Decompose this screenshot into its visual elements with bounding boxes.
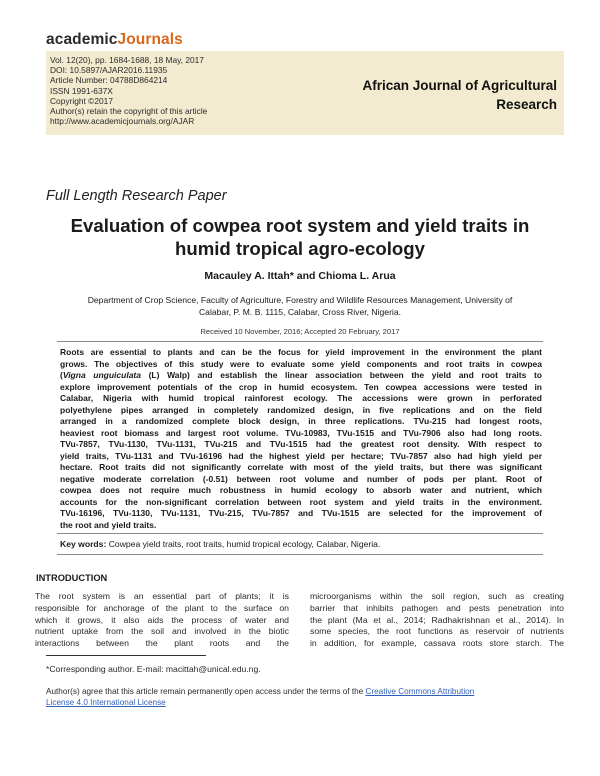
paper-title xyxy=(30,214,570,260)
abstract-line: heaviest root biomass and largest root volume. TVu-10983, TVu-1515 and TVu-7906 also had long roots. xyxy=(60,427,542,438)
keywords-bottom-rule xyxy=(57,554,543,555)
intro-line: which it grows, it also aids the process of water and xyxy=(35,614,289,625)
logo-academic: academic xyxy=(46,31,118,48)
abstract-line: TVu-7857, TVu-1130, TVu-1131, TVu-215 and TVu-1515 had the greatest root density. With respect to xyxy=(60,439,542,449)
intro-column-right xyxy=(310,591,564,650)
affiliation-line: Calabar, P. M. B. 1115, Calabar, Cross River, Nigeria. xyxy=(198,306,402,317)
intro-line: interactions between the plant roots and the xyxy=(35,638,289,649)
abstract-top-rule xyxy=(57,341,543,342)
license-link[interactable]: Creative Commons Attribution xyxy=(365,687,475,696)
section-heading-introduction: INTRODUCTION xyxy=(36,573,108,583)
title-line: Evaluation of cowpea root system and yield traits in xyxy=(70,215,530,236)
journal-name-line1: African Journal of Agricultural xyxy=(362,78,557,93)
meta-doi: DOI: 10.5897/AJAR2016.11935 xyxy=(50,65,168,76)
meta-author-rights: Author(s) retain the copyright of this article xyxy=(50,106,208,117)
abstract-line: Calabar, Nigeria with humid tropical rainforest ecology. The accessions were grown in perforated xyxy=(60,393,542,403)
keywords xyxy=(60,539,380,549)
license-note xyxy=(46,686,474,708)
abstract-line: hectare. Root traits did not significantly correlate with most of the yield traits, but there was significant xyxy=(60,462,542,472)
meta-article-number: Article Number: 04788D864214 xyxy=(50,75,168,86)
keywords-label: Key words: xyxy=(60,539,107,549)
abstract-line-rest: (L) Walp) and establish the linear association between the yield and root traits to xyxy=(140,370,542,380)
license-text: Author(s) agree that this article remain permanently open access under the terms of the xyxy=(46,687,366,696)
paper-type: Full Length Research Paper xyxy=(46,188,227,204)
intro-line: The root system is an essential part of plants; it is xyxy=(35,591,289,601)
abstract-paren: ( xyxy=(60,370,63,380)
meta-volume: Vol. 12(20), pp. 1684-1688, 18 May, 2017 xyxy=(50,55,204,65)
abstract-line: negative moderate correlation (-0.51) between root volume and number of pods per plant. Root of xyxy=(60,473,542,484)
abstract-line: Roots are essential to plants and can be the focus for yield improvement in the environment the plant xyxy=(60,347,542,357)
intro-line: in addition, for example, cassava roots store starch. The xyxy=(310,638,564,649)
keywords-text: Cowpea yield traits, root traits, humid tropical ecology, Calabar, Nigeria. xyxy=(106,539,381,549)
intro-line: the plant (Ma et al., 2014; Radhakrishnan et al., 2014). In xyxy=(310,614,564,625)
article-meta xyxy=(50,55,207,126)
abstract-line: cowpea does not require much robustness in humid ecology to absorb water and nutrient, which xyxy=(60,485,542,495)
abstract-line: grows. The objectives of this study were to evaluate some yield components and root traits in cowpea xyxy=(60,358,542,369)
received-dates: Received 10 November, 2016; Accepted 20 February, 2017 xyxy=(200,327,400,336)
license-line-1 xyxy=(46,686,474,697)
abstract-line: yield traits, TVu-1131 and TVu-16196 had the highest yield per hectare; TVu-7857 also had high yield per xyxy=(60,450,542,461)
abstract-line: the root and yield traits. xyxy=(60,519,157,530)
meta-copyright: Copyright ©2017 xyxy=(50,95,113,106)
intro-line: some species, the root functions as reservoir of nutrients xyxy=(310,626,564,637)
publisher-logo xyxy=(46,31,183,49)
abstract-line: explore improvement potentials of the crop in humid ecosystem. Ten cowpea accessions were tested in xyxy=(60,381,542,392)
abstract-line: accounts for the non-significant correlation between root system and yield traits in the environment. xyxy=(60,496,542,507)
abstract xyxy=(60,347,542,531)
corresponding-author: *Corresponding author. E-mail: macittah@unical.edu.ng. xyxy=(46,664,261,674)
intro-column-left xyxy=(35,591,289,650)
intro-line: responsible for anchorage of the plant to the surface on xyxy=(35,602,289,613)
abstract-line: polyethylene pipes arranged in completely randomized design, in five replications and on the field xyxy=(60,404,542,415)
meta-journal-url[interactable]: http://www.academicjournals.org/AJAR xyxy=(50,116,195,127)
license-link[interactable]: License 4.0 International License xyxy=(46,698,166,707)
intro-line: barrier that inhibits pathogen and pests penetration into xyxy=(310,602,564,613)
affiliation xyxy=(52,295,548,318)
journal-name xyxy=(317,76,557,114)
abstract-line xyxy=(60,370,542,382)
species-name: Vigna unguiculata xyxy=(62,370,141,380)
affiliation-line: Department of Crop Science, Faculty of Agriculture, Forestry and Wildlife Resources Management, University of xyxy=(87,295,513,305)
title-line: humid tropical agro-ecology xyxy=(174,238,425,259)
authors: Macauley A. Ittah* and Chioma L. Arua xyxy=(204,270,396,282)
license-line-2 xyxy=(46,697,474,708)
abstract-line: arranged in a randomized complete block design, in three replications. TVu-215 had longest roots, xyxy=(60,416,542,426)
intro-line: nutrient uptake from the soil and involved in the biotic xyxy=(35,626,289,637)
footnote-rule xyxy=(46,655,206,656)
abstract-bottom-rule xyxy=(57,533,543,534)
abstract-line: TVu-16196, TVu-1130, TVu-1131, TVu-215, TVu-7857 and TVu-1515 are selected for the improvement of xyxy=(60,508,542,518)
logo-journals: Journals xyxy=(117,31,183,48)
journal-name-line2: Research xyxy=(496,97,557,112)
meta-issn: ISSN 1991-637X xyxy=(50,85,113,96)
intro-line: microorganisms within the soil region, such as creating xyxy=(310,591,564,601)
